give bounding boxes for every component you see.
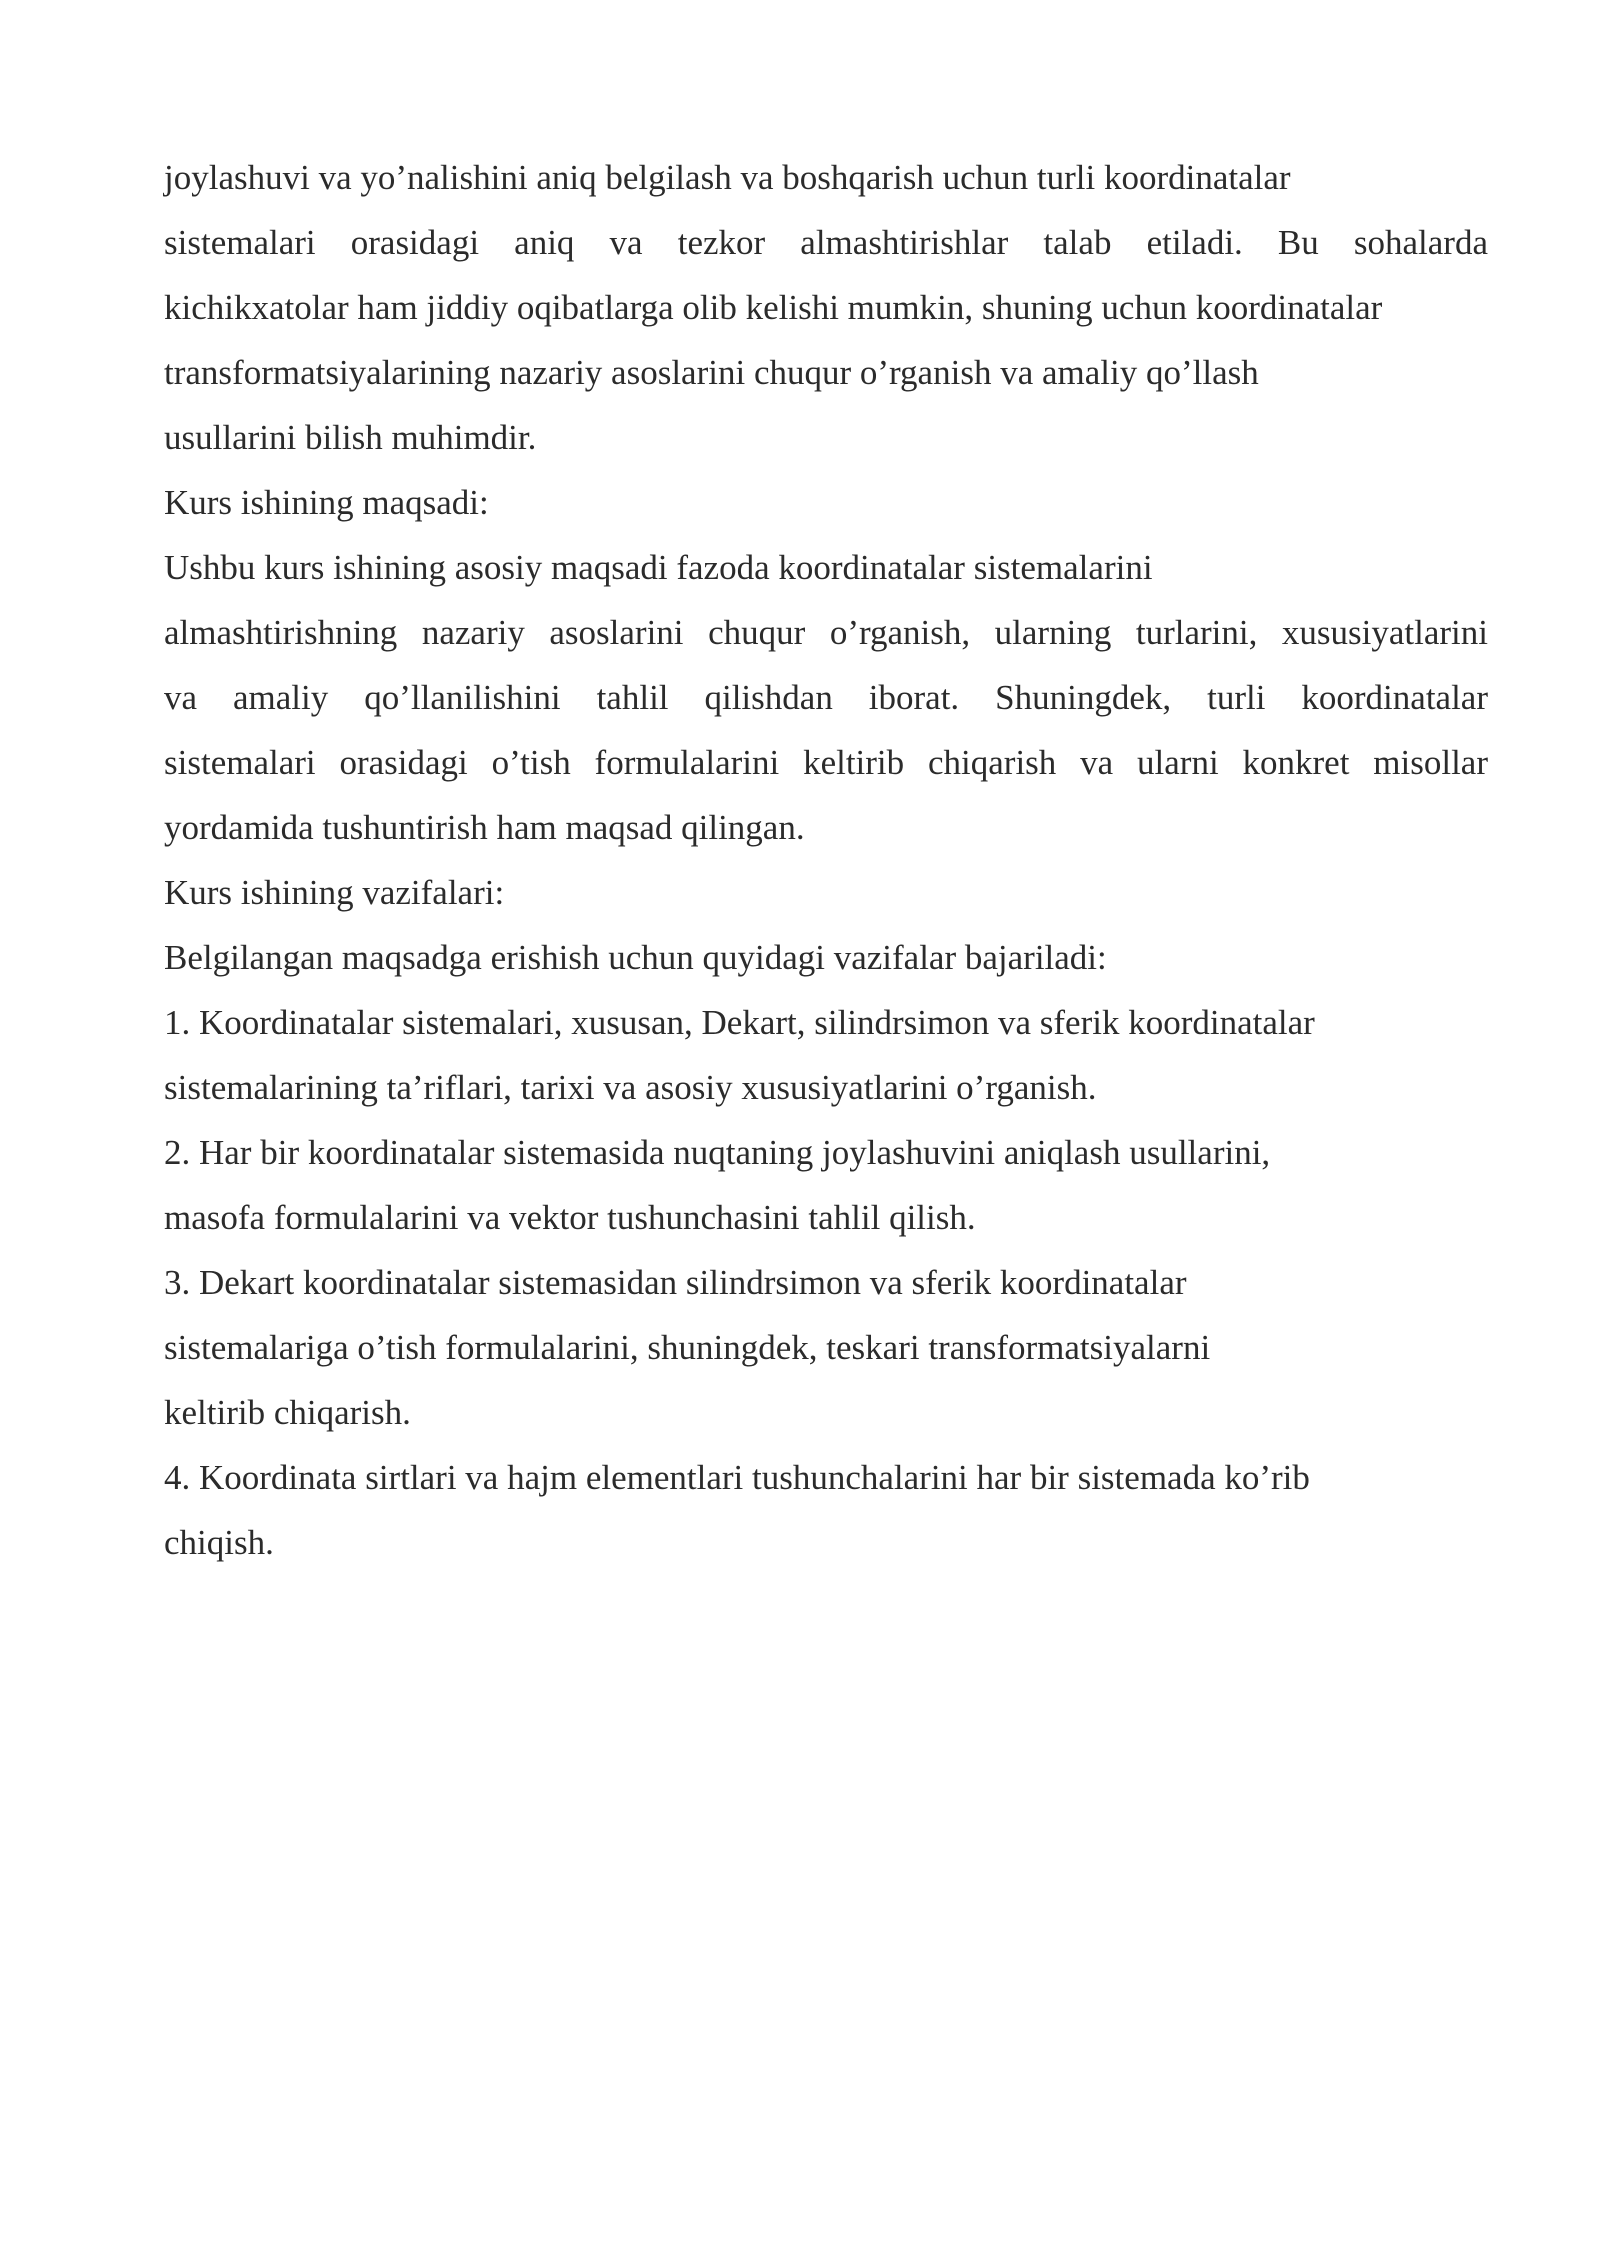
text-line: Kurs ishining vazifalari: — [164, 873, 505, 912]
text-line: Belgilangan maqsadga erishish uchun quyidagi vazifalar bajariladi: — [164, 938, 1107, 977]
text-line: sistemalarining ta’riflari, tarixi va asosiy xususiyatlarini o’rganish. — [164, 1068, 1097, 1107]
text-line: yordamida tushuntirish ham maqsad qilingan. — [164, 808, 805, 847]
text-line: sistemalari orasidagi aniq va tezkor almashtirishlar talab etiladi. Bu sohalarda — [164, 223, 1488, 262]
text-line: 3. Dekart koordinatalar sistemasidan silindrsimon va sferik koordinatalar — [164, 1263, 1187, 1302]
body-text — [164, 145, 1488, 1575]
text-line: va amaliy qo’llanilishini tahlil qilishdan iborat. Shuningdek, turli koordinatalar — [164, 678, 1488, 717]
text-line: joylashuvi va yo’nalishini aniq belgilash va boshqarish uchun turli koordinatalar — [164, 158, 1291, 197]
text-line: transformatsiyalarining nazariy asoslarini chuqur o’rganish va amaliy qo’llash — [164, 353, 1259, 392]
text-line: kichikxatolar ham jiddiy oqibatlarga olib kelishi mumkin, shuning uchun koordinatalar — [164, 288, 1383, 327]
text-line: keltirib chiqarish. — [164, 1393, 411, 1432]
text-line: sistemalariga o’tish formulalarini, shuningdek, teskari transformatsiyalarni — [164, 1328, 1211, 1367]
text-line: 2. Har bir koordinatalar sistemasida nuqtaning joylashuvini aniqlash usullarini, — [164, 1133, 1271, 1172]
text-line: Ushbu kurs ishining asosiy maqsadi fazoda koordinatalar sistemalarini — [164, 548, 1153, 587]
text-line: chiqish. — [164, 1523, 274, 1562]
text-line: 4. Koordinata sirtlari va hajm elementlari tushunchalarini har bir sistemada ko’rib — [164, 1458, 1310, 1497]
text-line: sistemalari orasidagi o’tish formulalarini keltirib chiqarish va ularni konkret misollar — [164, 743, 1488, 782]
text-line: Kurs ishining maqsadi: — [164, 483, 489, 522]
text-line: usullarini bilish muhimdir. — [164, 418, 537, 457]
text-line: almashtirishning nazariy asoslarini chuqur o’rganish, ularning turlarini, xususiyatlarini — [164, 613, 1488, 652]
text-line: masofa formulalarini va vektor tushunchasini tahlil qilish. — [164, 1198, 976, 1237]
text-line: 1. Koordinatalar sistemalari, xususan, Dekart, silindrsimon va sferik koordinatalar — [164, 1003, 1315, 1042]
